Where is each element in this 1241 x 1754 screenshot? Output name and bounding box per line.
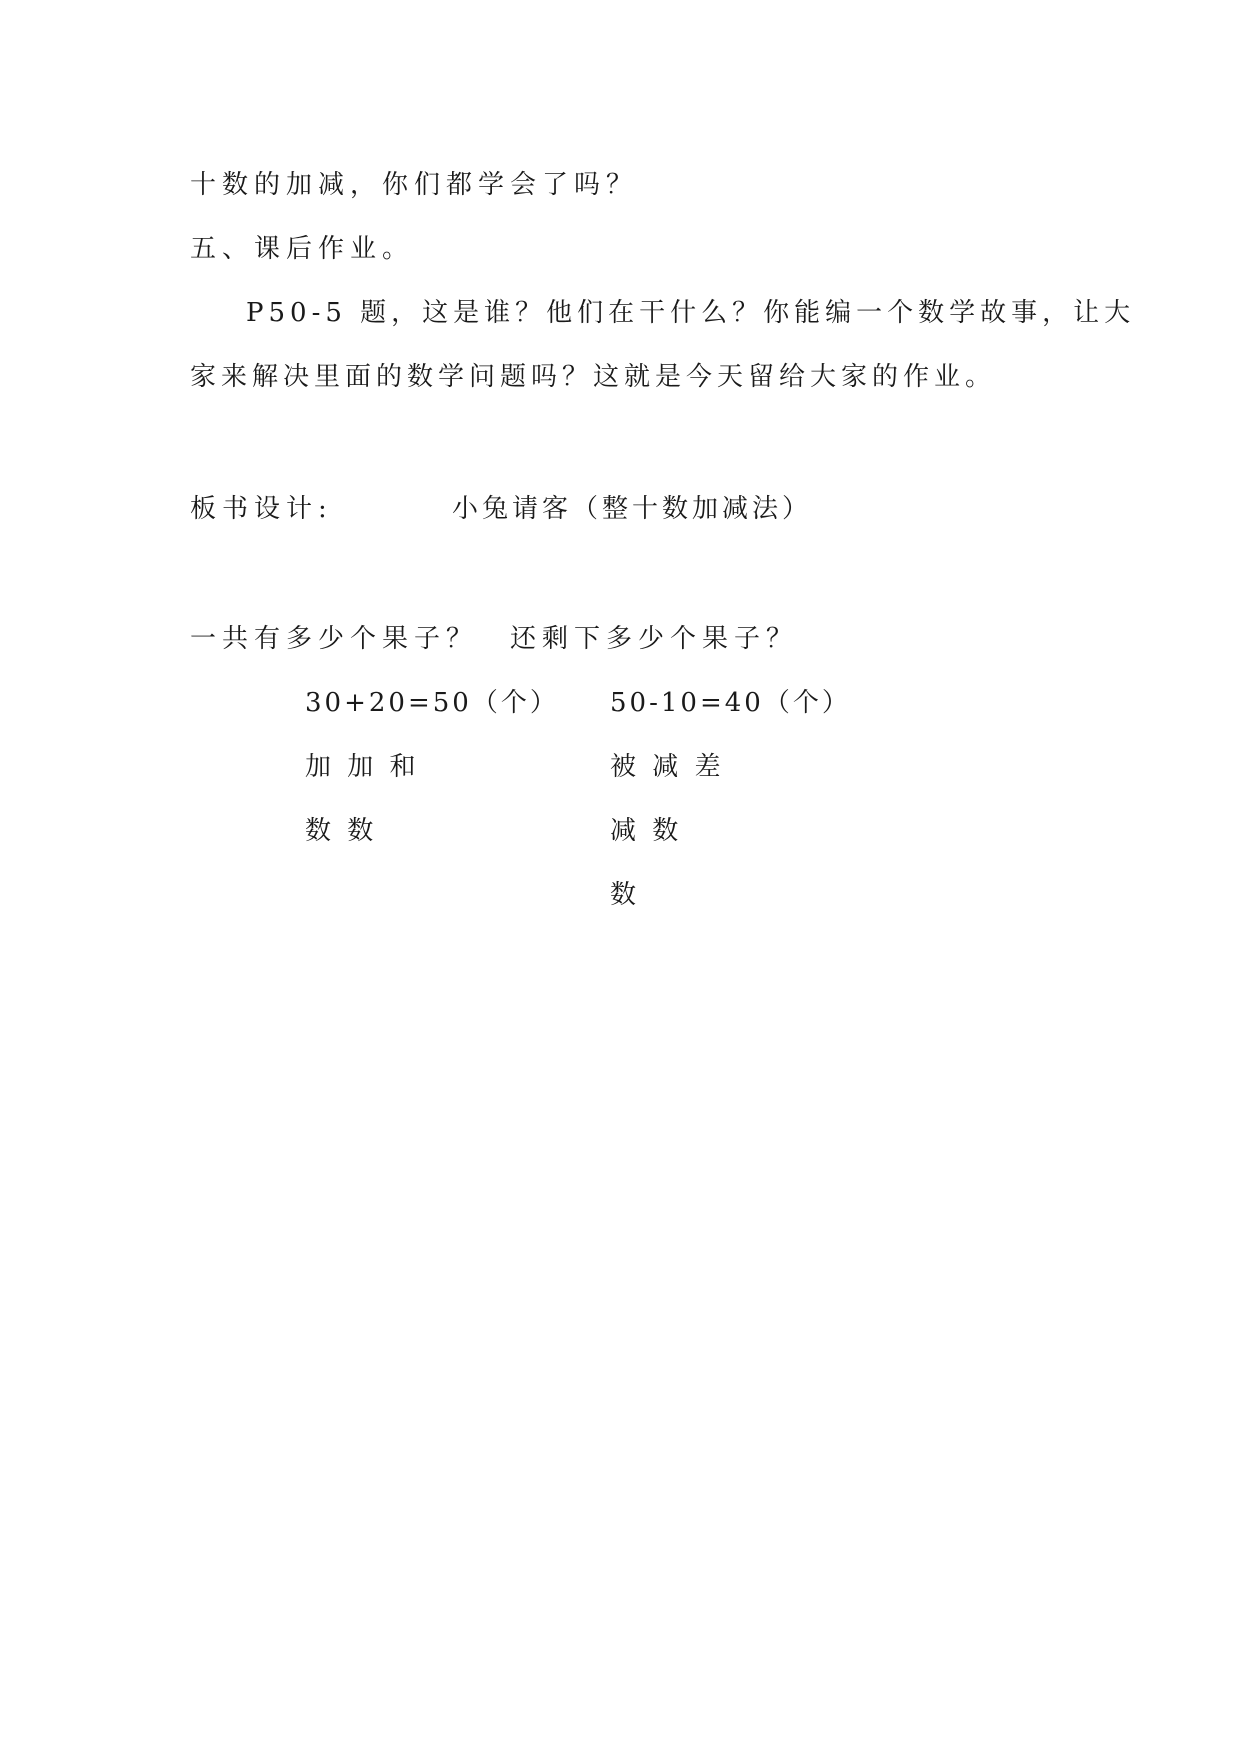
text-line-4: 家来解决里面的数学问题吗？这就是今天留给大家的作业。	[190, 362, 997, 392]
addition-formula: 30+20=50（个）	[305, 688, 559, 718]
text-line-1: 十数的加减，你们都学会了吗？	[190, 170, 639, 200]
board-design-title: 小兔请客（整十数加减法）	[452, 494, 813, 524]
addition-terms-row-1: 加 加 和	[305, 752, 420, 782]
subtraction-terms-row-3: 数	[610, 880, 641, 910]
addition-terms-row-2: 数 数	[305, 816, 378, 846]
subtraction-terms-row-1: 被 减 差	[610, 752, 725, 782]
section-heading-homework: 五、课后作业。	[190, 234, 415, 264]
left-question: 一共有多少个果子？	[190, 624, 479, 654]
text-line-3: P50-5 题，这是谁？他们在干什么？你能编一个数学故事，让大	[246, 298, 1136, 328]
subtraction-formula: 50-10=40（个）	[610, 688, 851, 718]
board-design-label: 板书设计:	[190, 494, 333, 524]
subtraction-terms-row-2: 减 数	[610, 816, 683, 846]
right-question: 还剩下多少个果子？	[510, 624, 799, 654]
